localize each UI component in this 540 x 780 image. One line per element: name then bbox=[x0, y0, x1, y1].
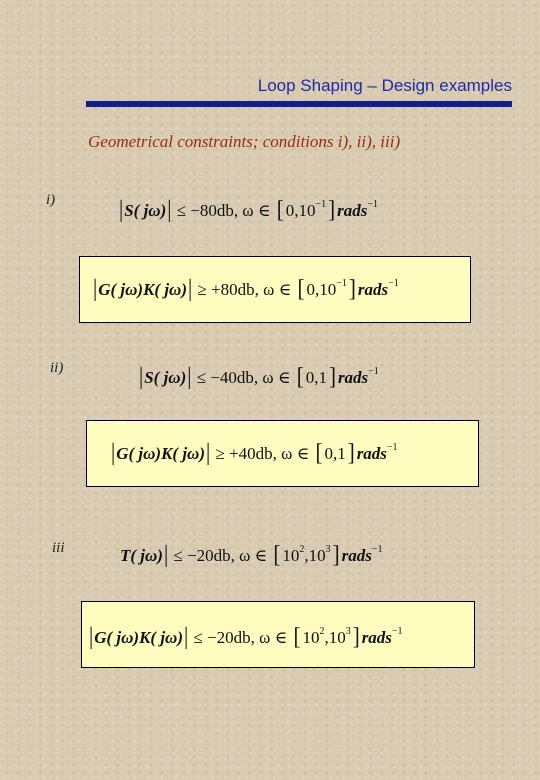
eq-relation: ≥ +40db, ω ∈ bbox=[215, 444, 310, 463]
condition-label-iii: iii bbox=[52, 540, 65, 556]
eq-interval: 0,1 bbox=[324, 444, 346, 463]
eq-lhs: G( jω)K( jω) bbox=[116, 444, 206, 463]
equation-iii-loop: |G( jω)K( jω)| ≤ −20db, ω ∈ [ $10^2,10^3$] rads$^{-1}$ bbox=[89, 622, 403, 650]
eq-unit: rads bbox=[361, 628, 392, 647]
equation-i-loop: |G( jω)K( jω)| ≥ +80db, ω ∈ [ $0,10^{-1}$] rads$^{-1}$ bbox=[93, 274, 399, 302]
eq-interval-b: ,10 bbox=[324, 628, 346, 647]
eq-unit-exp: −1 bbox=[388, 278, 399, 289]
slide-subtitle: Geometrical constraints; conditions i), ii), iii) bbox=[88, 132, 401, 151]
eq-lhs: G( jω)K( jω) bbox=[94, 628, 184, 647]
eq-unit: rads bbox=[356, 444, 387, 463]
eq-interval-b: ,10 bbox=[304, 546, 326, 565]
equation-ii-sensitivity: |S( jω)| ≤ −40db, ω ∈ [ 0,1] rads$^{-1}$ bbox=[139, 362, 379, 390]
eq-unit-exp: −1 bbox=[367, 199, 378, 210]
eq-interval-b-exp: 3 bbox=[345, 626, 351, 637]
eq-unit-exp: −1 bbox=[386, 442, 398, 453]
eq-interval-a-exp: 2 bbox=[299, 544, 305, 555]
eq-unit: rads bbox=[337, 201, 368, 220]
eq-unit-exp: −1 bbox=[371, 544, 383, 555]
condition-label-i: i) bbox=[46, 192, 56, 208]
eq-unit: rads bbox=[357, 280, 389, 299]
eq-unit-exp: −1 bbox=[368, 366, 379, 377]
eq-interval: 0,10 bbox=[306, 280, 337, 299]
eq-interval-a-exp: 2 bbox=[319, 626, 325, 637]
eq-lhs: S( jω) bbox=[144, 368, 187, 387]
eq-interval-a: 10 bbox=[282, 546, 300, 565]
eq-lhs: S( jω) bbox=[124, 201, 167, 220]
equation-ii-loop: |G( jω)K( jω)| ≥ +40db, ω ∈ [ 0,1] rads$^{-1}$ bbox=[111, 438, 398, 466]
eq-unit-exp: −1 bbox=[391, 626, 403, 637]
eq-interval: 0,10 bbox=[285, 201, 316, 220]
eq-interval-a: 10 bbox=[302, 628, 320, 647]
eq-interval-exp: −1 bbox=[315, 199, 327, 210]
title-underline bbox=[86, 101, 512, 107]
eq-relation: ≤ −40db, ω ∈ bbox=[196, 368, 291, 387]
eq-relation: ≤ −80db, ω ∈ bbox=[176, 201, 271, 220]
equation-iii-complementary: T( jω)| ≤ −20db, ω ∈ [ $10^2,10^3$] rads$^{-1}$ bbox=[120, 540, 383, 568]
eq-interval-b-exp: 3 bbox=[325, 544, 331, 555]
equation-i-sensitivity: |S( jω)| ≤ −80db, ω ∈ [ $0,10^{-1}$] rads$^{-1}$ bbox=[119, 195, 378, 223]
eq-interval-exp: −1 bbox=[336, 278, 347, 289]
eq-interval: 0,1 bbox=[305, 368, 327, 387]
eq-relation: ≤ −20db, ω ∈ bbox=[173, 546, 268, 565]
eq-relation: ≤ −20db, ω ∈ bbox=[193, 628, 288, 647]
eq-unit: rads bbox=[341, 546, 372, 565]
condition-label-ii: ii) bbox=[50, 360, 64, 376]
eq-unit: rads bbox=[337, 368, 369, 387]
eq-lhs: G( jω)K( jω) bbox=[98, 280, 188, 299]
eq-lhs: T( jω) bbox=[120, 546, 163, 565]
slide-title: Loop Shaping – Design examples bbox=[257, 76, 512, 95]
eq-relation: ≥ +80db, ω ∈ bbox=[197, 280, 292, 299]
